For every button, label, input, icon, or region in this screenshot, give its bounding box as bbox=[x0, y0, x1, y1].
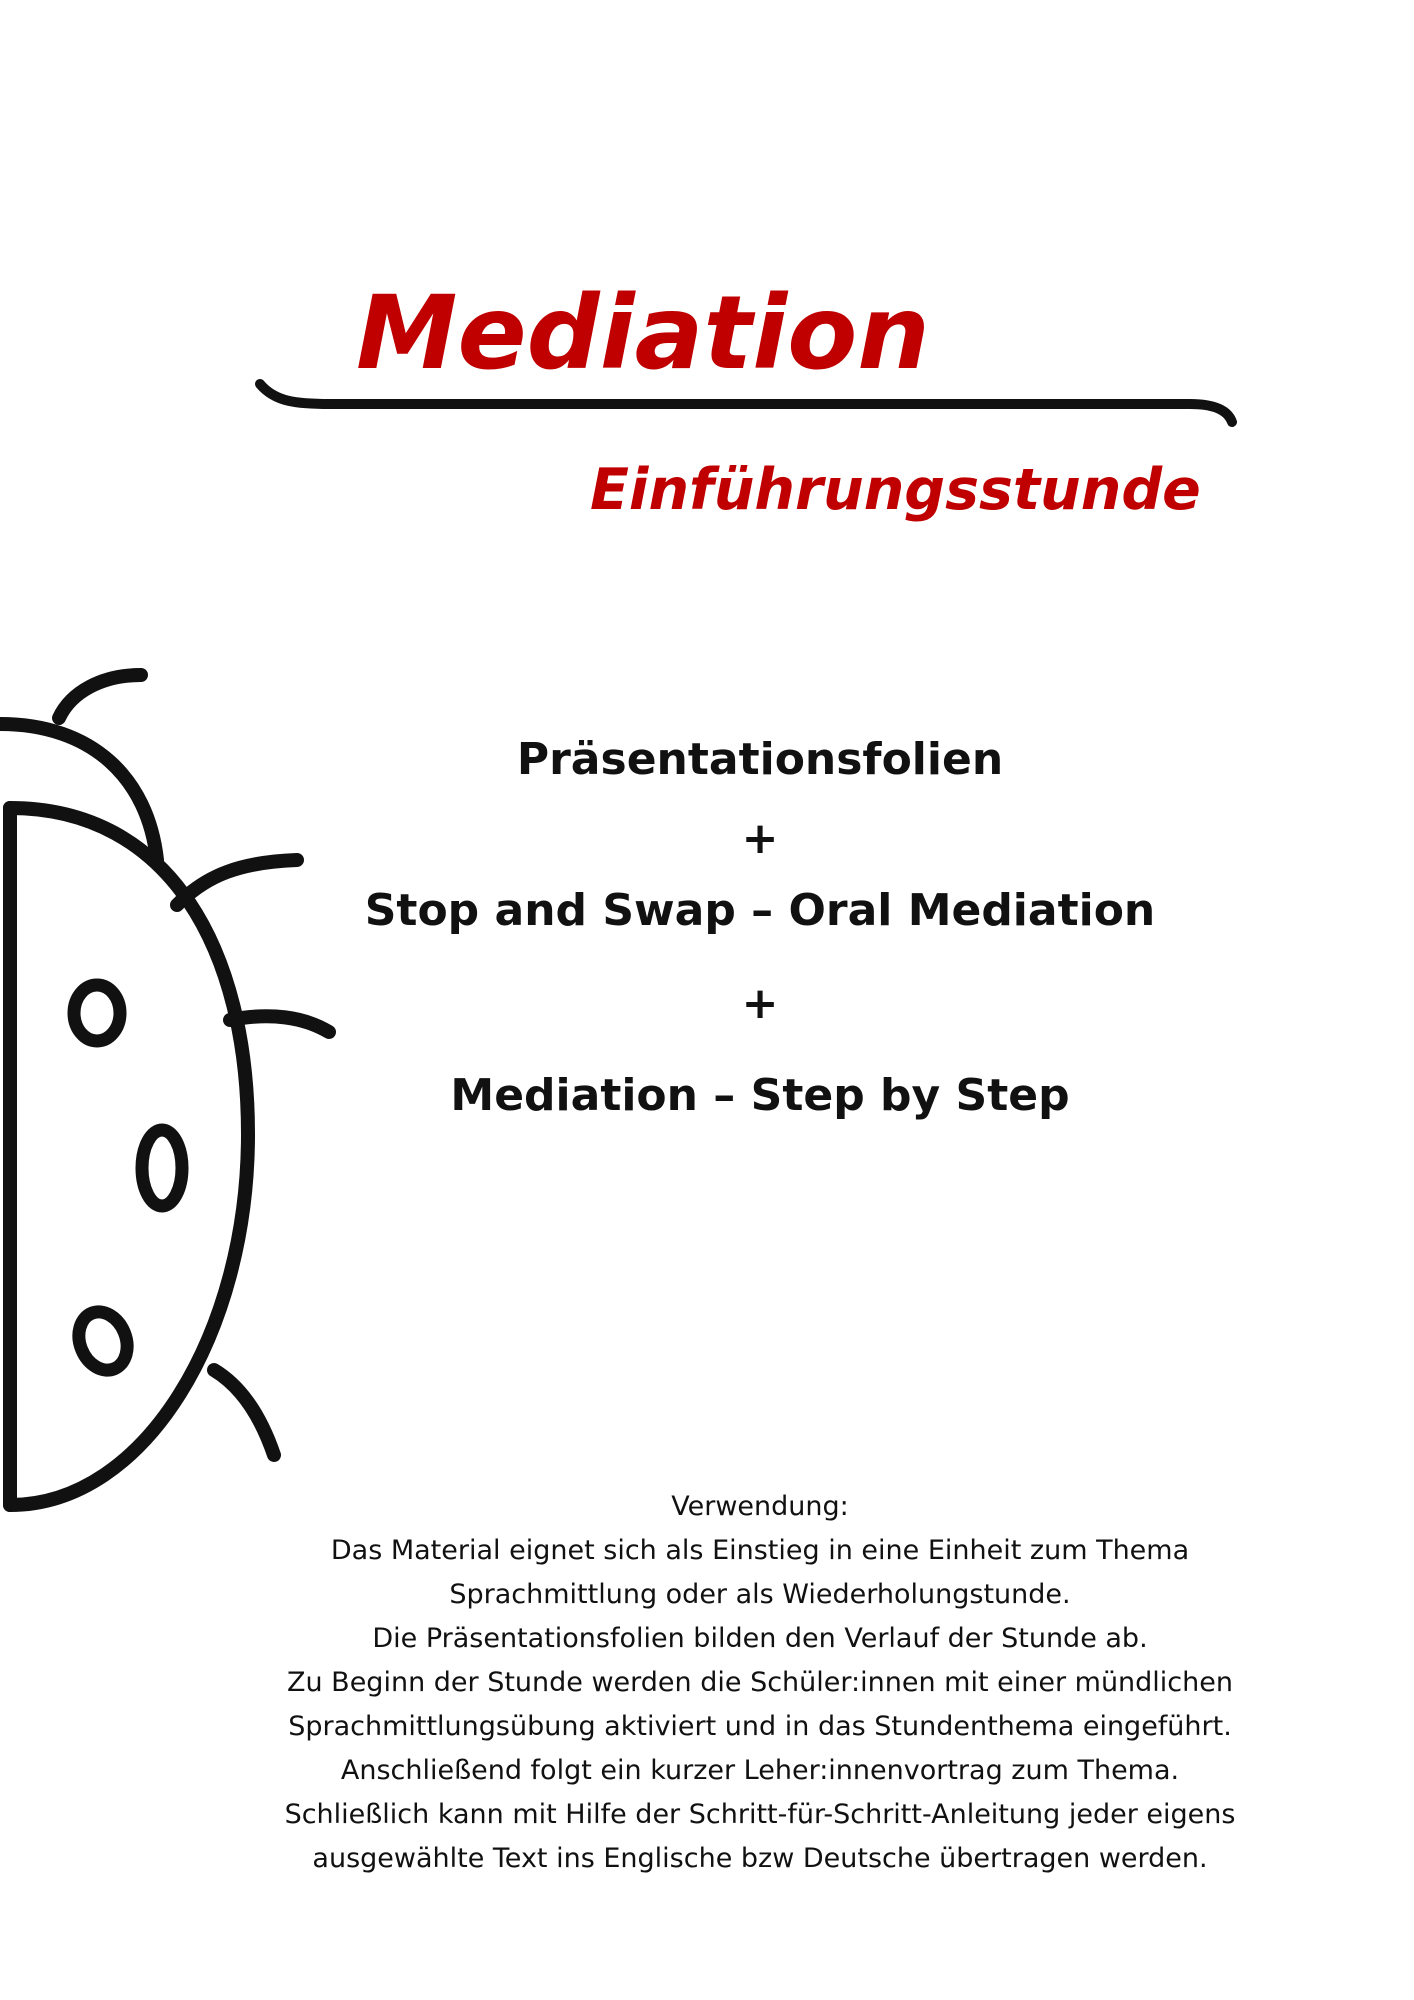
usage-line: Schließlich kann mit Hilfe der Schritt-für-Schritt-Anleitung jeder eigens bbox=[284, 1799, 1236, 1830]
usage-line: Zu Beginn der Stunde werden die Schüler:innen mit einer mündlichen bbox=[286, 1667, 1233, 1698]
usage-line: Anschließend folgt ein kurzer Leher:innenvortrag zum Thema. bbox=[340, 1755, 1180, 1786]
plus-separator: + bbox=[741, 978, 779, 1029]
usage-line: Sprachmittlung oder als Wiederholungstunde. bbox=[449, 1579, 1071, 1610]
component-item: Stop and Swap – Oral Mediation bbox=[364, 885, 1156, 936]
page-title: Mediation bbox=[356, 274, 930, 393]
usage-heading: Verwendung: bbox=[671, 1491, 849, 1522]
title-underline-swash bbox=[255, 374, 1235, 424]
usage-section bbox=[250, 1485, 1270, 1881]
usage-line: Sprachmittlungsübung aktiviert und in das Stundenthema eingeführt. bbox=[288, 1711, 1232, 1742]
component-item: Präsentationsfolien bbox=[516, 734, 1004, 785]
usage-line: ausgewählte Text ins Englische bzw Deutsche übertragen werden. bbox=[312, 1843, 1208, 1874]
plus-separator: + bbox=[741, 813, 779, 864]
usage-line: Die Präsentationsfolien bilden den Verlauf der Stunde ab. bbox=[372, 1623, 1148, 1654]
component-item: Mediation – Step by Step bbox=[450, 1070, 1070, 1121]
usage-line: Das Material eignet sich als Einstieg in eine Einheit zum Thema bbox=[330, 1535, 1190, 1566]
page-subtitle: Einführungsstunde bbox=[590, 457, 1201, 523]
